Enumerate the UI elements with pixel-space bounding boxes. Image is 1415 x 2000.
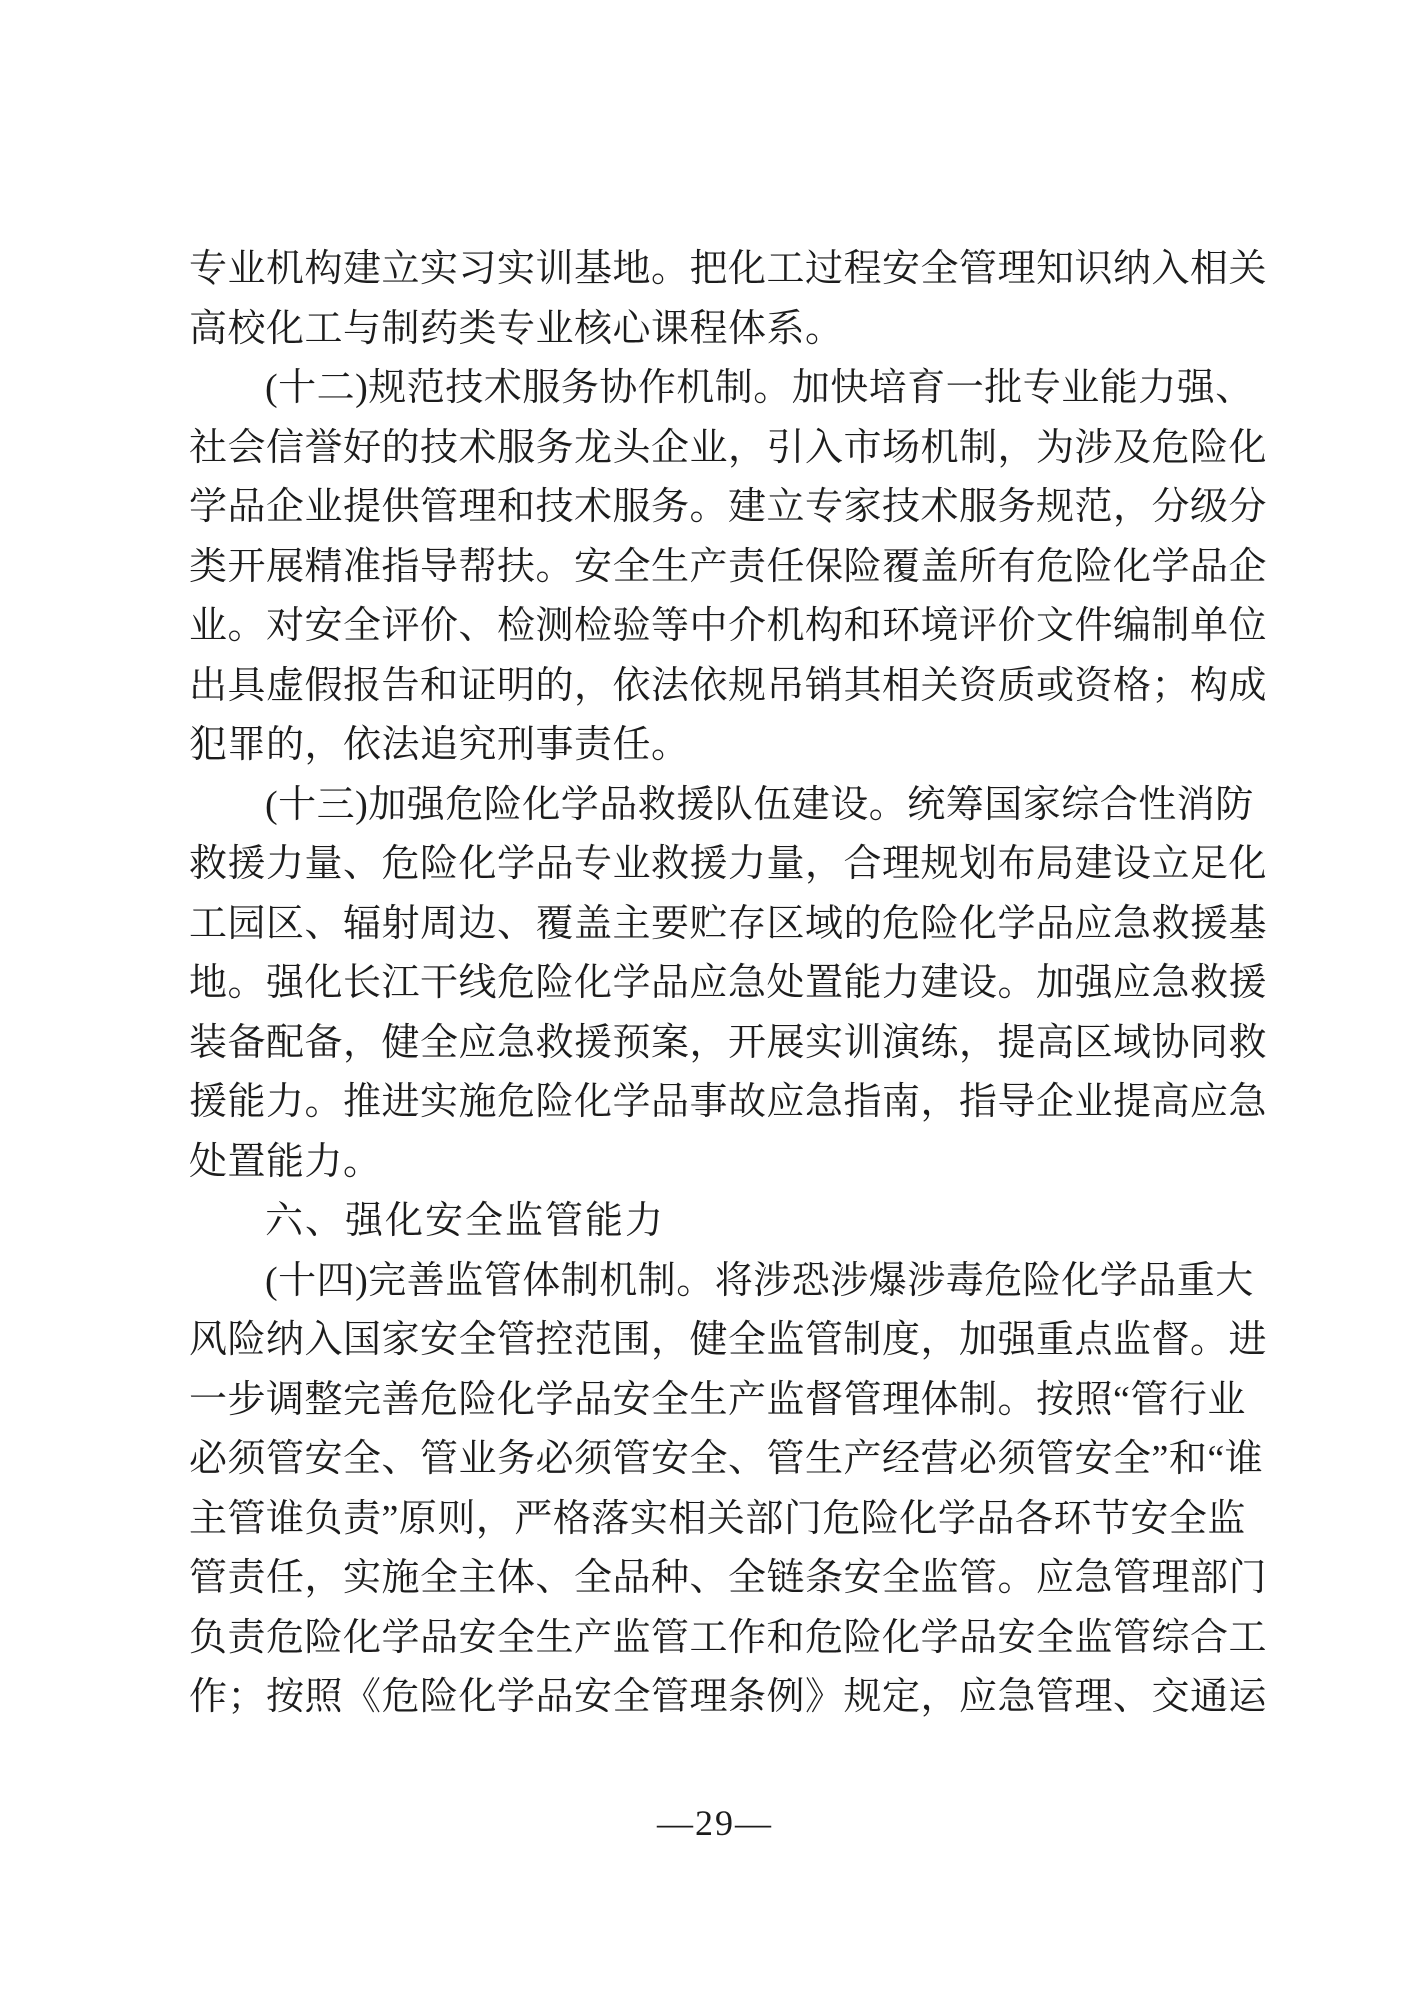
text-line: 必须管安全、管业务必须管安全、管生产经营必须管安全”和“谁 [189,1438,1264,1480]
text-line: 犯罪的，依法追究刑事责任。 [189,724,690,766]
page-number: —29— [657,1803,773,1843]
text-line: 地。强化长江干线危险化学品应急处置能力建设。加强应急救援 [189,962,1268,1004]
text-line-paragraph-12-start: (十二)规范技术服务协作机制。加快培育一批专业能力强、 [265,367,1254,409]
text-line: 工园区、辐射周边、覆盖主要贮存区域的危险化学品应急救援基 [189,902,1268,945]
section-heading: 六、强化安全监管能力 [265,1200,666,1242]
text-line: 高校化工与制药类专业核心课程体系。 [189,307,844,350]
text-line: 援能力。推进实施危险化学品事故应急指南，指导企业提高应急 [189,1081,1268,1123]
text-line: 管责任，实施全主体、全品种、全链条安全监管。应急管理部门 [189,1557,1268,1599]
text-line-paragraph-13-start: (十三)加强危险化学品救援队伍建设。统筹国家综合性消防 [265,783,1254,826]
text-line: 负责危险化学品安全生产监管工作和危险化学品安全监管综合工 [189,1616,1268,1659]
text-line: 风险纳入国家安全管控范围，健全监管制度，加强重点监督。进 [189,1319,1268,1361]
text-line: 学品企业提供管理和技术服务。建立专家技术服务规范，分级分 [189,486,1268,528]
text-line-paragraph-14-start: (十四)完善监管体制机制。将涉恐涉爆涉毒危险化学品重大 [265,1259,1254,1302]
text-line: 救援力量、危险化学品专业救援力量，合理规划布局建设立足化 [189,843,1268,885]
text-line: 专业机构建立实习实训基地。把化工过程安全管理知识纳入相关 [189,248,1268,290]
text-line: 出具虚假报告和证明的，依法依规吊销其相关资质或资格；构成 [189,664,1268,707]
text-line: 装备配备，健全应急救援预案，开展实训演练，提高区域协同救 [189,1021,1268,1064]
text-line: 类开展精准指导帮扶。安全生产责任保险覆盖所有危险化学品企 [189,545,1268,588]
document-body [189,240,1268,1728]
text-line: 作；按照《危险化学品安全管理条例》规定，应急管理、交通运 [189,1676,1268,1718]
text-line: 处置能力。 [189,1140,382,1183]
text-line: 社会信誉好的技术服务龙头企业，引入市场机制，为涉及危险化 [189,426,1268,469]
text-line: 主管谁负责”原则，严格落实相关部门危险化学品各环节安全监 [189,1497,1246,1540]
text-line: 一步调整完善危险化学品安全生产监督管理体制。按照“管行业 [189,1378,1246,1421]
text-line: 业。对安全评价、检测检验等中介机构和环境评价文件编制单位 [189,605,1268,647]
